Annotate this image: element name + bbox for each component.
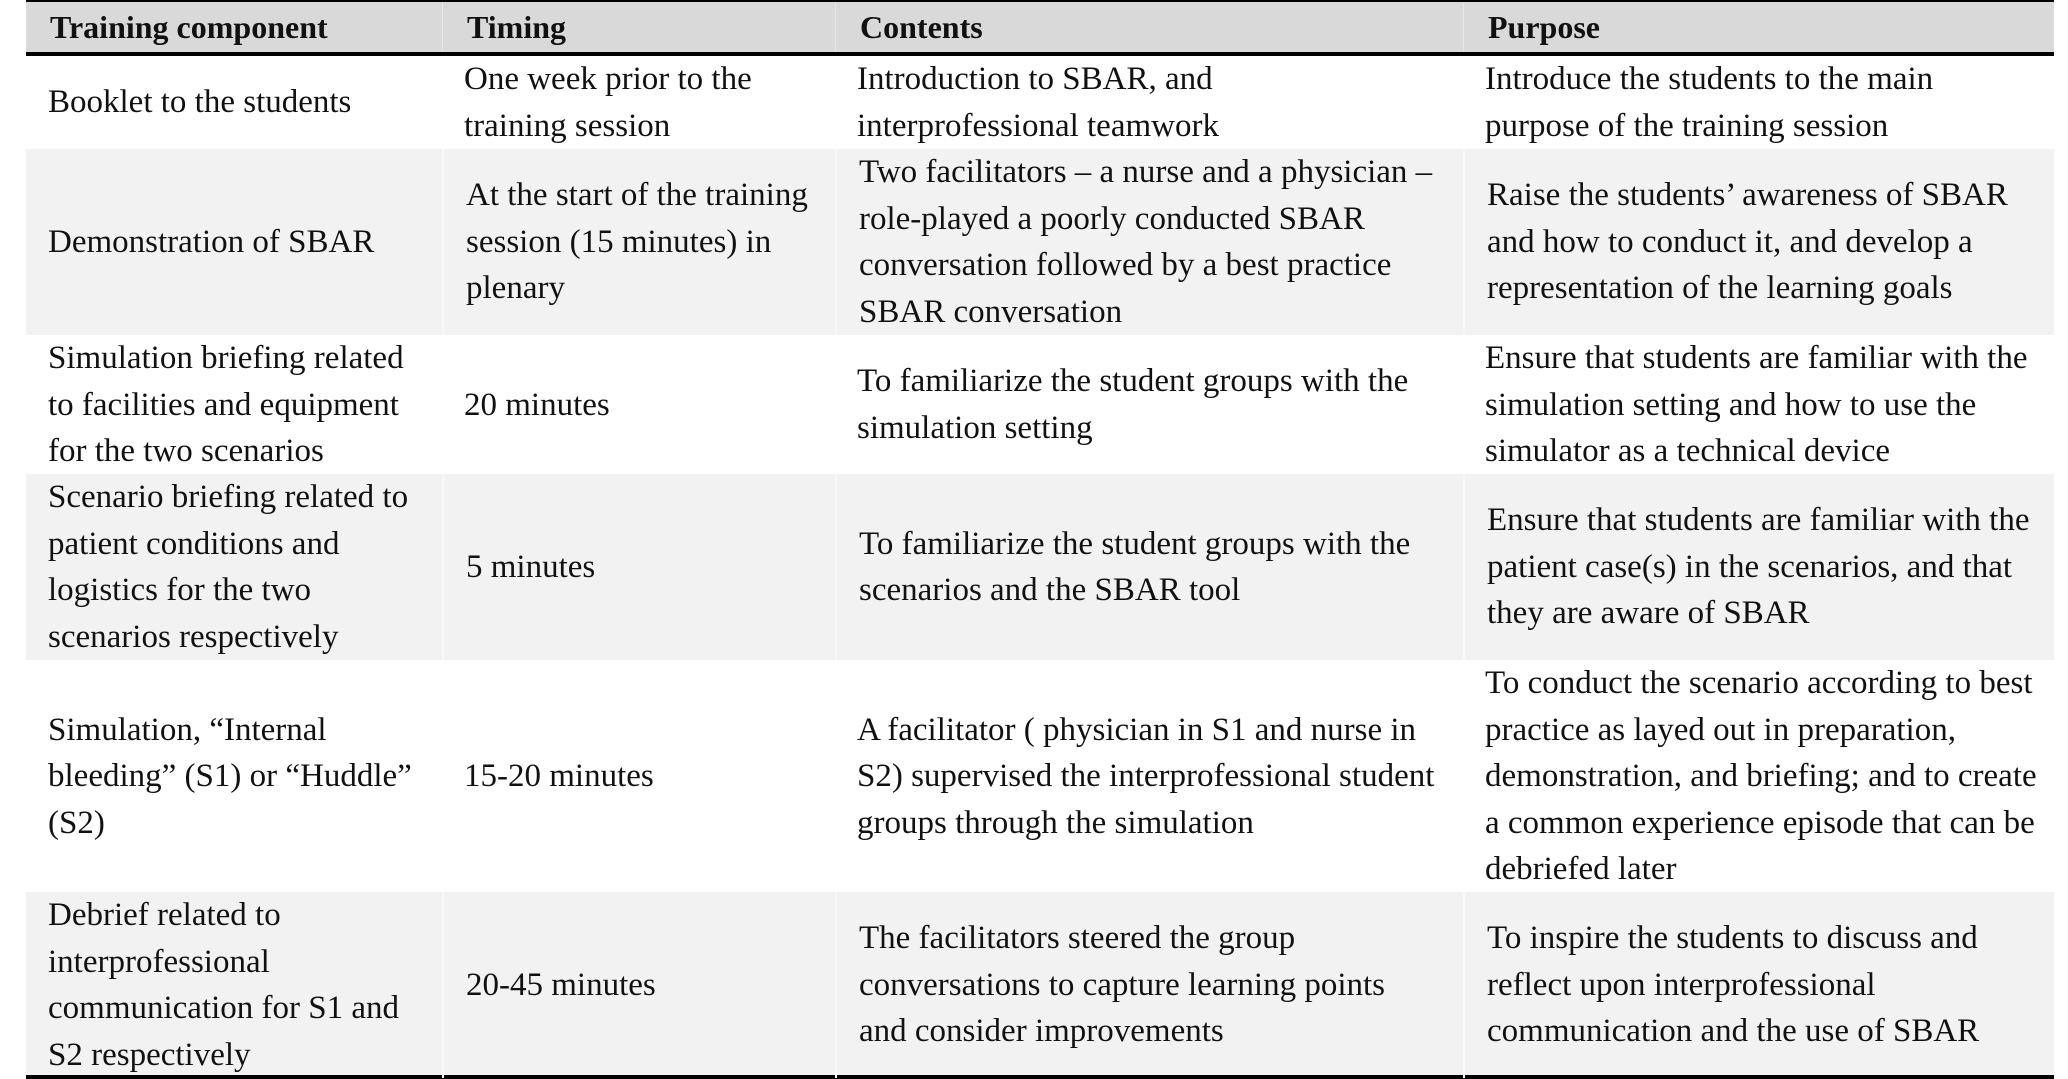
cell-component bbox=[26, 892, 442, 1078]
cell-text: To familiarize the student groups with the simulation setting bbox=[857, 363, 1409, 446]
cell-text: A facilitator ( physician in S1 and nurse in S2) supervised the interprofessional student groups through the simulation bbox=[857, 711, 1435, 841]
table-row bbox=[26, 335, 2054, 474]
cell-contents bbox=[835, 335, 1463, 475]
cell-text: Simulation, “Internal bleeding” (S1) or “Huddle” (S2) bbox=[48, 711, 412, 841]
cell-text: The facilitators steered the group conversations to capture learning points and consider improvements bbox=[859, 920, 1386, 1050]
cell-text: 20 minutes bbox=[464, 386, 610, 423]
table-row bbox=[26, 892, 2054, 1079]
cell-purpose bbox=[1463, 335, 2054, 475]
cell-text: To inspire the students to discuss and reflect upon interprofessional communication and the use of SBAR bbox=[1487, 920, 1980, 1050]
cell-text: To familiarize the student groups with the scenarios and the SBAR tool bbox=[859, 525, 1411, 608]
cell-timing bbox=[442, 149, 835, 335]
table-row bbox=[26, 149, 2054, 335]
cell-contents bbox=[835, 892, 1463, 1078]
cell-contents bbox=[835, 149, 1463, 335]
cell-text: Ensure that students are familiar with the patient case(s) in the scenarios, and that they are aware of SBAR bbox=[1487, 502, 2030, 632]
cell-text: Introduction to SBAR, and interprofessional teamwork bbox=[857, 61, 1219, 144]
cell-text: At the start of the training session (15 minutes) in plenary bbox=[466, 177, 808, 307]
cell-timing bbox=[442, 56, 835, 149]
cell-timing bbox=[442, 660, 835, 893]
table-row bbox=[26, 660, 2054, 892]
cell-text: 5 minutes bbox=[466, 548, 596, 585]
training-components-table bbox=[26, 0, 2054, 1079]
cell-timing bbox=[442, 335, 835, 475]
cell-text: Raise the students’ awareness of SBAR and how to conduct it, and develop a representation of the learning goals bbox=[1487, 177, 2008, 307]
cell-purpose bbox=[1463, 56, 2054, 149]
header-purpose: Purpose bbox=[1463, 2, 2054, 52]
cell-text: 15-20 minutes bbox=[464, 758, 654, 794]
cell-text: 20-45 minutes bbox=[466, 966, 656, 1003]
cell-purpose bbox=[1463, 660, 2054, 893]
cell-contents bbox=[835, 660, 1463, 893]
cell-timing bbox=[442, 474, 835, 660]
cell-text: Simulation briefing related to facilities and equipment for the two scenarios bbox=[48, 340, 404, 469]
cell-component bbox=[26, 56, 442, 149]
cell-text: Booklet to the students bbox=[48, 84, 352, 121]
cell-text: Ensure that students are familiar with the simulation setting and how to use the simulator as a technical device bbox=[1485, 340, 2028, 469]
table-row bbox=[26, 56, 2054, 149]
cell-text: Demonstration of SBAR bbox=[48, 223, 375, 260]
cell-component bbox=[26, 149, 442, 335]
cell-contents bbox=[835, 474, 1463, 660]
cell-timing bbox=[442, 892, 835, 1078]
cell-purpose bbox=[1463, 149, 2054, 335]
cell-text: Scenario briefing related to patient conditions and logistics for the two scenarios respectively bbox=[48, 479, 409, 655]
cell-text: Introduce the students to the main purpose of the training session bbox=[1485, 61, 1934, 144]
cell-purpose bbox=[1463, 892, 2054, 1078]
cell-purpose bbox=[1463, 474, 2054, 660]
header-contents: Contents bbox=[835, 2, 1463, 52]
cell-text: Debrief related to interprofessional communication for S1 and S2 respectively bbox=[48, 897, 400, 1073]
cell-contents bbox=[835, 56, 1463, 149]
header-training-component: Training component bbox=[50, 9, 328, 45]
cell-text: One week prior to the training session bbox=[464, 61, 752, 144]
table-row bbox=[26, 474, 2054, 660]
cell-text: To conduct the scenario according to best practice as layed out in preparation, demonstration, and briefing; and to create a common experience episode that can be debriefed later bbox=[1485, 665, 2037, 887]
cell-component bbox=[26, 660, 442, 893]
cell-text: Two facilitators – a nurse and a physician – role-played a poorly conducted SBAR conversation followed by a best practice SBAR conversation bbox=[859, 154, 1433, 330]
header-timing: Timing bbox=[442, 2, 835, 52]
table-header-row bbox=[26, 0, 2054, 56]
cell-component bbox=[26, 474, 442, 660]
cell-component bbox=[26, 335, 442, 475]
